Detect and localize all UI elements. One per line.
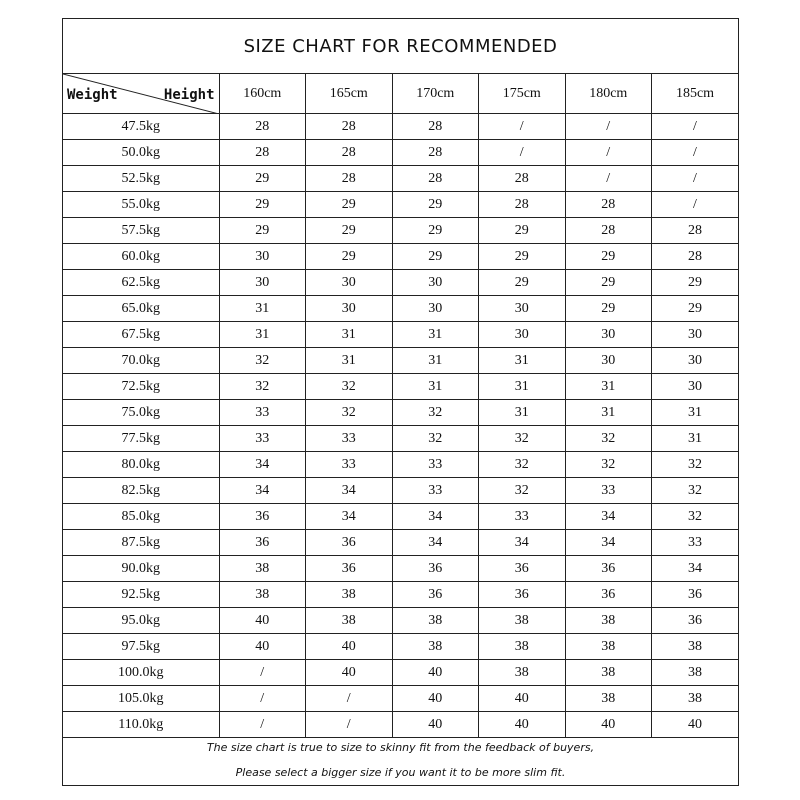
size-cell: 32 [392, 426, 479, 452]
size-cell: 32 [306, 400, 393, 426]
height-header: 175cm [479, 74, 566, 114]
size-cell: 30 [565, 322, 652, 348]
size-cell: 36 [565, 556, 652, 582]
size-cell: / [565, 114, 652, 140]
size-cell: 31 [652, 426, 739, 452]
table-row [63, 322, 738, 348]
weight-cell: 97.5kg [63, 634, 219, 660]
table-row [63, 374, 738, 400]
table-row [63, 478, 738, 504]
size-cell: 38 [652, 686, 739, 712]
chart-title: SIZE CHART FOR RECOMMENDED [63, 19, 738, 74]
size-cell: 30 [219, 244, 306, 270]
weight-cell: 87.5kg [63, 530, 219, 556]
size-cell: 28 [392, 166, 479, 192]
height-header: 180cm [565, 74, 652, 114]
size-cell: 33 [479, 504, 566, 530]
size-cell: 29 [392, 244, 479, 270]
size-cell: / [652, 192, 739, 218]
size-cell: / [479, 114, 566, 140]
size-cell: / [565, 166, 652, 192]
weight-cell: 110.0kg [63, 712, 219, 738]
size-cell: / [306, 712, 393, 738]
table-row [63, 712, 738, 738]
size-cell: 28 [565, 192, 652, 218]
size-cell: 40 [652, 712, 739, 738]
table-row [63, 452, 738, 478]
table-row [63, 140, 738, 166]
size-cell: 32 [652, 478, 739, 504]
size-cell: 28 [306, 166, 393, 192]
size-cell: 34 [479, 530, 566, 556]
footer-line-1: The size chart is true to size to skinny fit from the feedback of buyers, [206, 741, 595, 754]
size-cell: 38 [479, 608, 566, 634]
size-cell: 38 [392, 634, 479, 660]
table-row [63, 556, 738, 582]
size-cell: 40 [392, 712, 479, 738]
table-row [63, 166, 738, 192]
size-cell: 29 [306, 244, 393, 270]
weight-cell: 100.0kg [63, 660, 219, 686]
size-cell: 33 [306, 426, 393, 452]
size-cell: 36 [219, 504, 306, 530]
size-cell: 40 [392, 660, 479, 686]
size-cell: 34 [652, 556, 739, 582]
weight-cell: 72.5kg [63, 374, 219, 400]
size-cell: 34 [219, 452, 306, 478]
size-cell: 32 [479, 478, 566, 504]
size-cell: 28 [306, 114, 393, 140]
weight-cell: 52.5kg [63, 166, 219, 192]
size-cell: 38 [565, 634, 652, 660]
size-cell: / [219, 712, 306, 738]
size-cell: 34 [392, 504, 479, 530]
size-cell: 32 [479, 452, 566, 478]
height-header: 160cm [219, 74, 306, 114]
size-cell: 30 [392, 296, 479, 322]
size-cell: 36 [479, 582, 566, 608]
size-cell: / [652, 140, 739, 166]
table-row [63, 114, 738, 140]
table-row [63, 270, 738, 296]
size-cell: 40 [392, 686, 479, 712]
size-cell: 29 [479, 218, 566, 244]
size-cell: 38 [565, 660, 652, 686]
weight-cell: 67.5kg [63, 322, 219, 348]
footer-line-2: Please select a bigger size if you want it to be more slim fit. [235, 766, 566, 779]
weight-cell: 82.5kg [63, 478, 219, 504]
size-cell: 36 [219, 530, 306, 556]
table-row [63, 400, 738, 426]
size-cell: 31 [306, 322, 393, 348]
size-cell: 38 [652, 660, 739, 686]
size-cell: 36 [392, 556, 479, 582]
size-cell: 31 [306, 348, 393, 374]
height-header: 165cm [306, 74, 393, 114]
size-cell: 30 [565, 348, 652, 374]
size-cell: 29 [219, 218, 306, 244]
size-cell: 31 [565, 400, 652, 426]
size-cell: 31 [565, 374, 652, 400]
size-cell: 28 [392, 114, 479, 140]
header-row [63, 74, 738, 114]
size-table [63, 74, 738, 738]
size-cell: 40 [219, 634, 306, 660]
size-cell: 38 [306, 608, 393, 634]
size-cell: 28 [306, 140, 393, 166]
size-cell: 34 [392, 530, 479, 556]
weight-cell: 85.0kg [63, 504, 219, 530]
size-cell: 28 [652, 218, 739, 244]
size-chart [62, 18, 739, 786]
size-cell: 38 [306, 582, 393, 608]
size-cell: 36 [306, 530, 393, 556]
size-cell: 31 [219, 296, 306, 322]
table-row [63, 348, 738, 374]
corner-cell [63, 74, 219, 114]
size-cell: 31 [392, 374, 479, 400]
weight-cell: 90.0kg [63, 556, 219, 582]
footer-note [63, 735, 738, 785]
size-cell: 33 [306, 452, 393, 478]
size-cell: 34 [219, 478, 306, 504]
size-cell: 38 [652, 634, 739, 660]
size-cell: 33 [219, 426, 306, 452]
size-cell: 34 [306, 504, 393, 530]
table-row [63, 192, 738, 218]
weight-cell: 70.0kg [63, 348, 219, 374]
size-cell: 29 [479, 270, 566, 296]
size-cell: 28 [219, 114, 306, 140]
size-cell: 32 [479, 426, 566, 452]
size-cell: 29 [652, 270, 739, 296]
size-cell: 29 [392, 192, 479, 218]
table-row [63, 218, 738, 244]
size-cell: 40 [306, 660, 393, 686]
table-row [63, 244, 738, 270]
size-cell: 40 [479, 712, 566, 738]
table-row [63, 504, 738, 530]
weight-cell: 65.0kg [63, 296, 219, 322]
table-row [63, 608, 738, 634]
table-row [63, 686, 738, 712]
size-cell: 32 [219, 348, 306, 374]
size-cell: 29 [306, 218, 393, 244]
size-cell: 29 [306, 192, 393, 218]
size-cell: 36 [479, 556, 566, 582]
size-cell: 31 [479, 374, 566, 400]
size-cell: 34 [306, 478, 393, 504]
size-cell: 29 [392, 218, 479, 244]
size-cell: 29 [479, 244, 566, 270]
size-cell: 28 [219, 140, 306, 166]
size-cell: 38 [219, 556, 306, 582]
size-cell: 32 [306, 374, 393, 400]
size-cell: / [219, 686, 306, 712]
size-cell: 29 [219, 192, 306, 218]
weight-cell: 105.0kg [63, 686, 219, 712]
table-row [63, 426, 738, 452]
table-row [63, 296, 738, 322]
size-cell: 31 [479, 348, 566, 374]
size-cell: 31 [392, 348, 479, 374]
size-cell: 38 [479, 660, 566, 686]
size-cell: 33 [219, 400, 306, 426]
size-cell: 38 [219, 582, 306, 608]
weight-cell: 57.5kg [63, 218, 219, 244]
size-cell: / [652, 114, 739, 140]
size-cell: 29 [652, 296, 739, 322]
size-cell: 40 [306, 634, 393, 660]
size-cell: 40 [479, 686, 566, 712]
weight-cell: 92.5kg [63, 582, 219, 608]
size-cell: 30 [652, 322, 739, 348]
size-cell: / [219, 660, 306, 686]
size-cell: 36 [652, 582, 739, 608]
size-cell: 32 [565, 426, 652, 452]
weight-cell: 50.0kg [63, 140, 219, 166]
size-cell: 40 [219, 608, 306, 634]
weight-cell: 62.5kg [63, 270, 219, 296]
size-cell: 33 [392, 452, 479, 478]
size-cell: 28 [392, 140, 479, 166]
weight-cell: 77.5kg [63, 426, 219, 452]
size-cell: 38 [565, 608, 652, 634]
weight-cell: 80.0kg [63, 452, 219, 478]
size-cell: 30 [306, 270, 393, 296]
size-cell: 29 [565, 244, 652, 270]
size-cell: 28 [479, 166, 566, 192]
weight-cell: 95.0kg [63, 608, 219, 634]
size-cell: / [652, 166, 739, 192]
size-cell: 30 [652, 374, 739, 400]
size-cell: 36 [392, 582, 479, 608]
table-row [63, 530, 738, 556]
size-cell: 30 [479, 322, 566, 348]
table-row [63, 660, 738, 686]
size-cell: 29 [565, 270, 652, 296]
size-cell: 30 [392, 270, 479, 296]
size-cell: 33 [392, 478, 479, 504]
size-cell: / [306, 686, 393, 712]
weight-label: Weight [67, 87, 118, 103]
size-cell: / [479, 140, 566, 166]
weight-cell: 47.5kg [63, 114, 219, 140]
size-cell: 30 [652, 348, 739, 374]
size-cell: 31 [652, 400, 739, 426]
size-cell: 31 [392, 322, 479, 348]
size-cell: 32 [652, 452, 739, 478]
height-header: 170cm [392, 74, 479, 114]
size-cell: 28 [565, 218, 652, 244]
size-cell: 38 [479, 634, 566, 660]
size-cell: 32 [652, 504, 739, 530]
size-cell: 30 [306, 296, 393, 322]
size-cell: 31 [479, 400, 566, 426]
size-cell: 36 [565, 582, 652, 608]
size-cell: 33 [565, 478, 652, 504]
size-cell: / [565, 140, 652, 166]
size-cell: 38 [565, 686, 652, 712]
size-cell: 34 [565, 504, 652, 530]
weight-cell: 75.0kg [63, 400, 219, 426]
size-cell: 28 [479, 192, 566, 218]
size-cell: 29 [565, 296, 652, 322]
table-row [63, 634, 738, 660]
height-header: 185cm [652, 74, 739, 114]
size-cell: 38 [392, 608, 479, 634]
size-cell: 34 [565, 530, 652, 556]
size-cell: 32 [392, 400, 479, 426]
size-cell: 40 [565, 712, 652, 738]
table-row [63, 582, 738, 608]
size-cell: 28 [652, 244, 739, 270]
weight-cell: 55.0kg [63, 192, 219, 218]
height-label: Height [163, 87, 215, 103]
size-cell: 30 [219, 270, 306, 296]
size-cell: 36 [306, 556, 393, 582]
size-cell: 32 [219, 374, 306, 400]
weight-cell: 60.0kg [63, 244, 219, 270]
size-cell: 29 [219, 166, 306, 192]
size-cell: 32 [565, 452, 652, 478]
size-cell: 31 [219, 322, 306, 348]
size-cell: 36 [652, 608, 739, 634]
size-cell: 30 [479, 296, 566, 322]
size-cell: 33 [652, 530, 739, 556]
